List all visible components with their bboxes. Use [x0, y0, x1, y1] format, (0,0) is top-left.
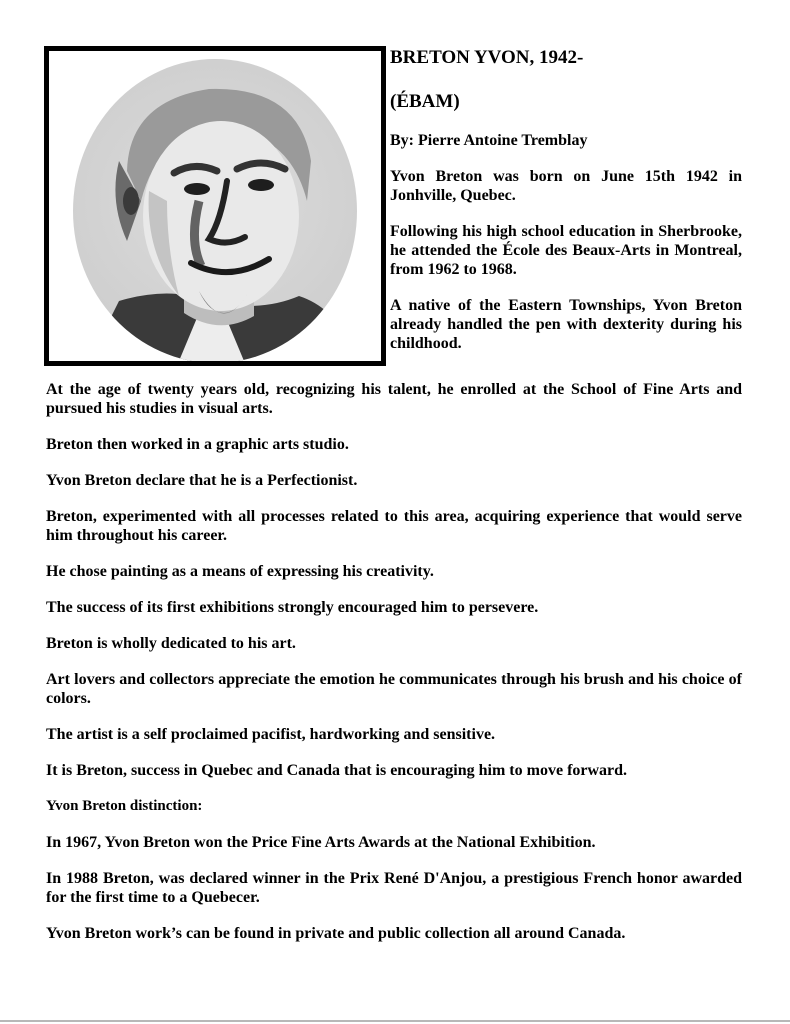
intro-paragraph: Yvon Breton was born on June 15th 1942 in Jonhville, Quebec.	[390, 168, 742, 204]
body-paragraph: In 1988 Breton, was declared winner in the Prix René D'Anjou, a prestigious French honor awarded for the first time to a Quebecer.	[46, 870, 742, 906]
article-title: BRETON YVON, 1942-	[390, 47, 584, 68]
body-paragraph: In 1967, Yvon Breton won the Price Fine Arts Awards at the National Exhibition.	[46, 834, 596, 851]
body-paragraph: Breton, experimented with all processes related to this area, acquiring experience that would serve him throughout his career.	[46, 508, 742, 544]
body-paragraph: Yvon Breton declare that he is a Perfectionist.	[46, 472, 358, 489]
portrait-image	[49, 51, 381, 361]
header-column	[390, 46, 742, 353]
distinction-heading: Yvon Breton distinction:	[46, 798, 203, 814]
body-paragraph: The success of its first exhibitions strongly encouraged him to persevere.	[46, 599, 539, 616]
body-paragraph: At the age of twenty years old, recognizing his talent, he enrolled at the School of Fine Arts and pursued his studies in visual arts.	[46, 381, 742, 417]
portrait-photo	[44, 46, 386, 366]
body-paragraph: Art lovers and collectors appreciate the emotion he communicates through his brush and his choice of colors.	[46, 671, 742, 707]
article-subtitle: (ÉBAM)	[390, 91, 460, 112]
bottom-divider	[0, 1020, 790, 1022]
body-paragraph: It is Breton, success in Quebec and Canada that is encouraging him to move forward.	[46, 762, 628, 779]
intro-paragraph: A native of the Eastern Townships, Yvon Breton already handled the pen with dexterity during his childhood.	[390, 297, 742, 352]
body-paragraph: Breton then worked in a graphic arts studio.	[46, 436, 349, 453]
body-paragraph: Yvon Breton work’s can be found in private and public collection all around Canada.	[46, 925, 626, 942]
byline: By: Pierre Antoine Tremblay	[390, 132, 588, 149]
body-paragraph: He chose painting as a means of expressing his creativity.	[46, 563, 434, 580]
body-paragraph: Breton is wholly dedicated to his art.	[46, 635, 296, 652]
body-text	[46, 380, 742, 960]
body-paragraph: The artist is a self proclaimed pacifist, hardworking and sensitive.	[46, 726, 496, 743]
intro-paragraph: Following his high school education in Sherbrooke, he attended the École des Beaux-Arts in Montreal, from 1962 to 1968.	[390, 223, 742, 278]
